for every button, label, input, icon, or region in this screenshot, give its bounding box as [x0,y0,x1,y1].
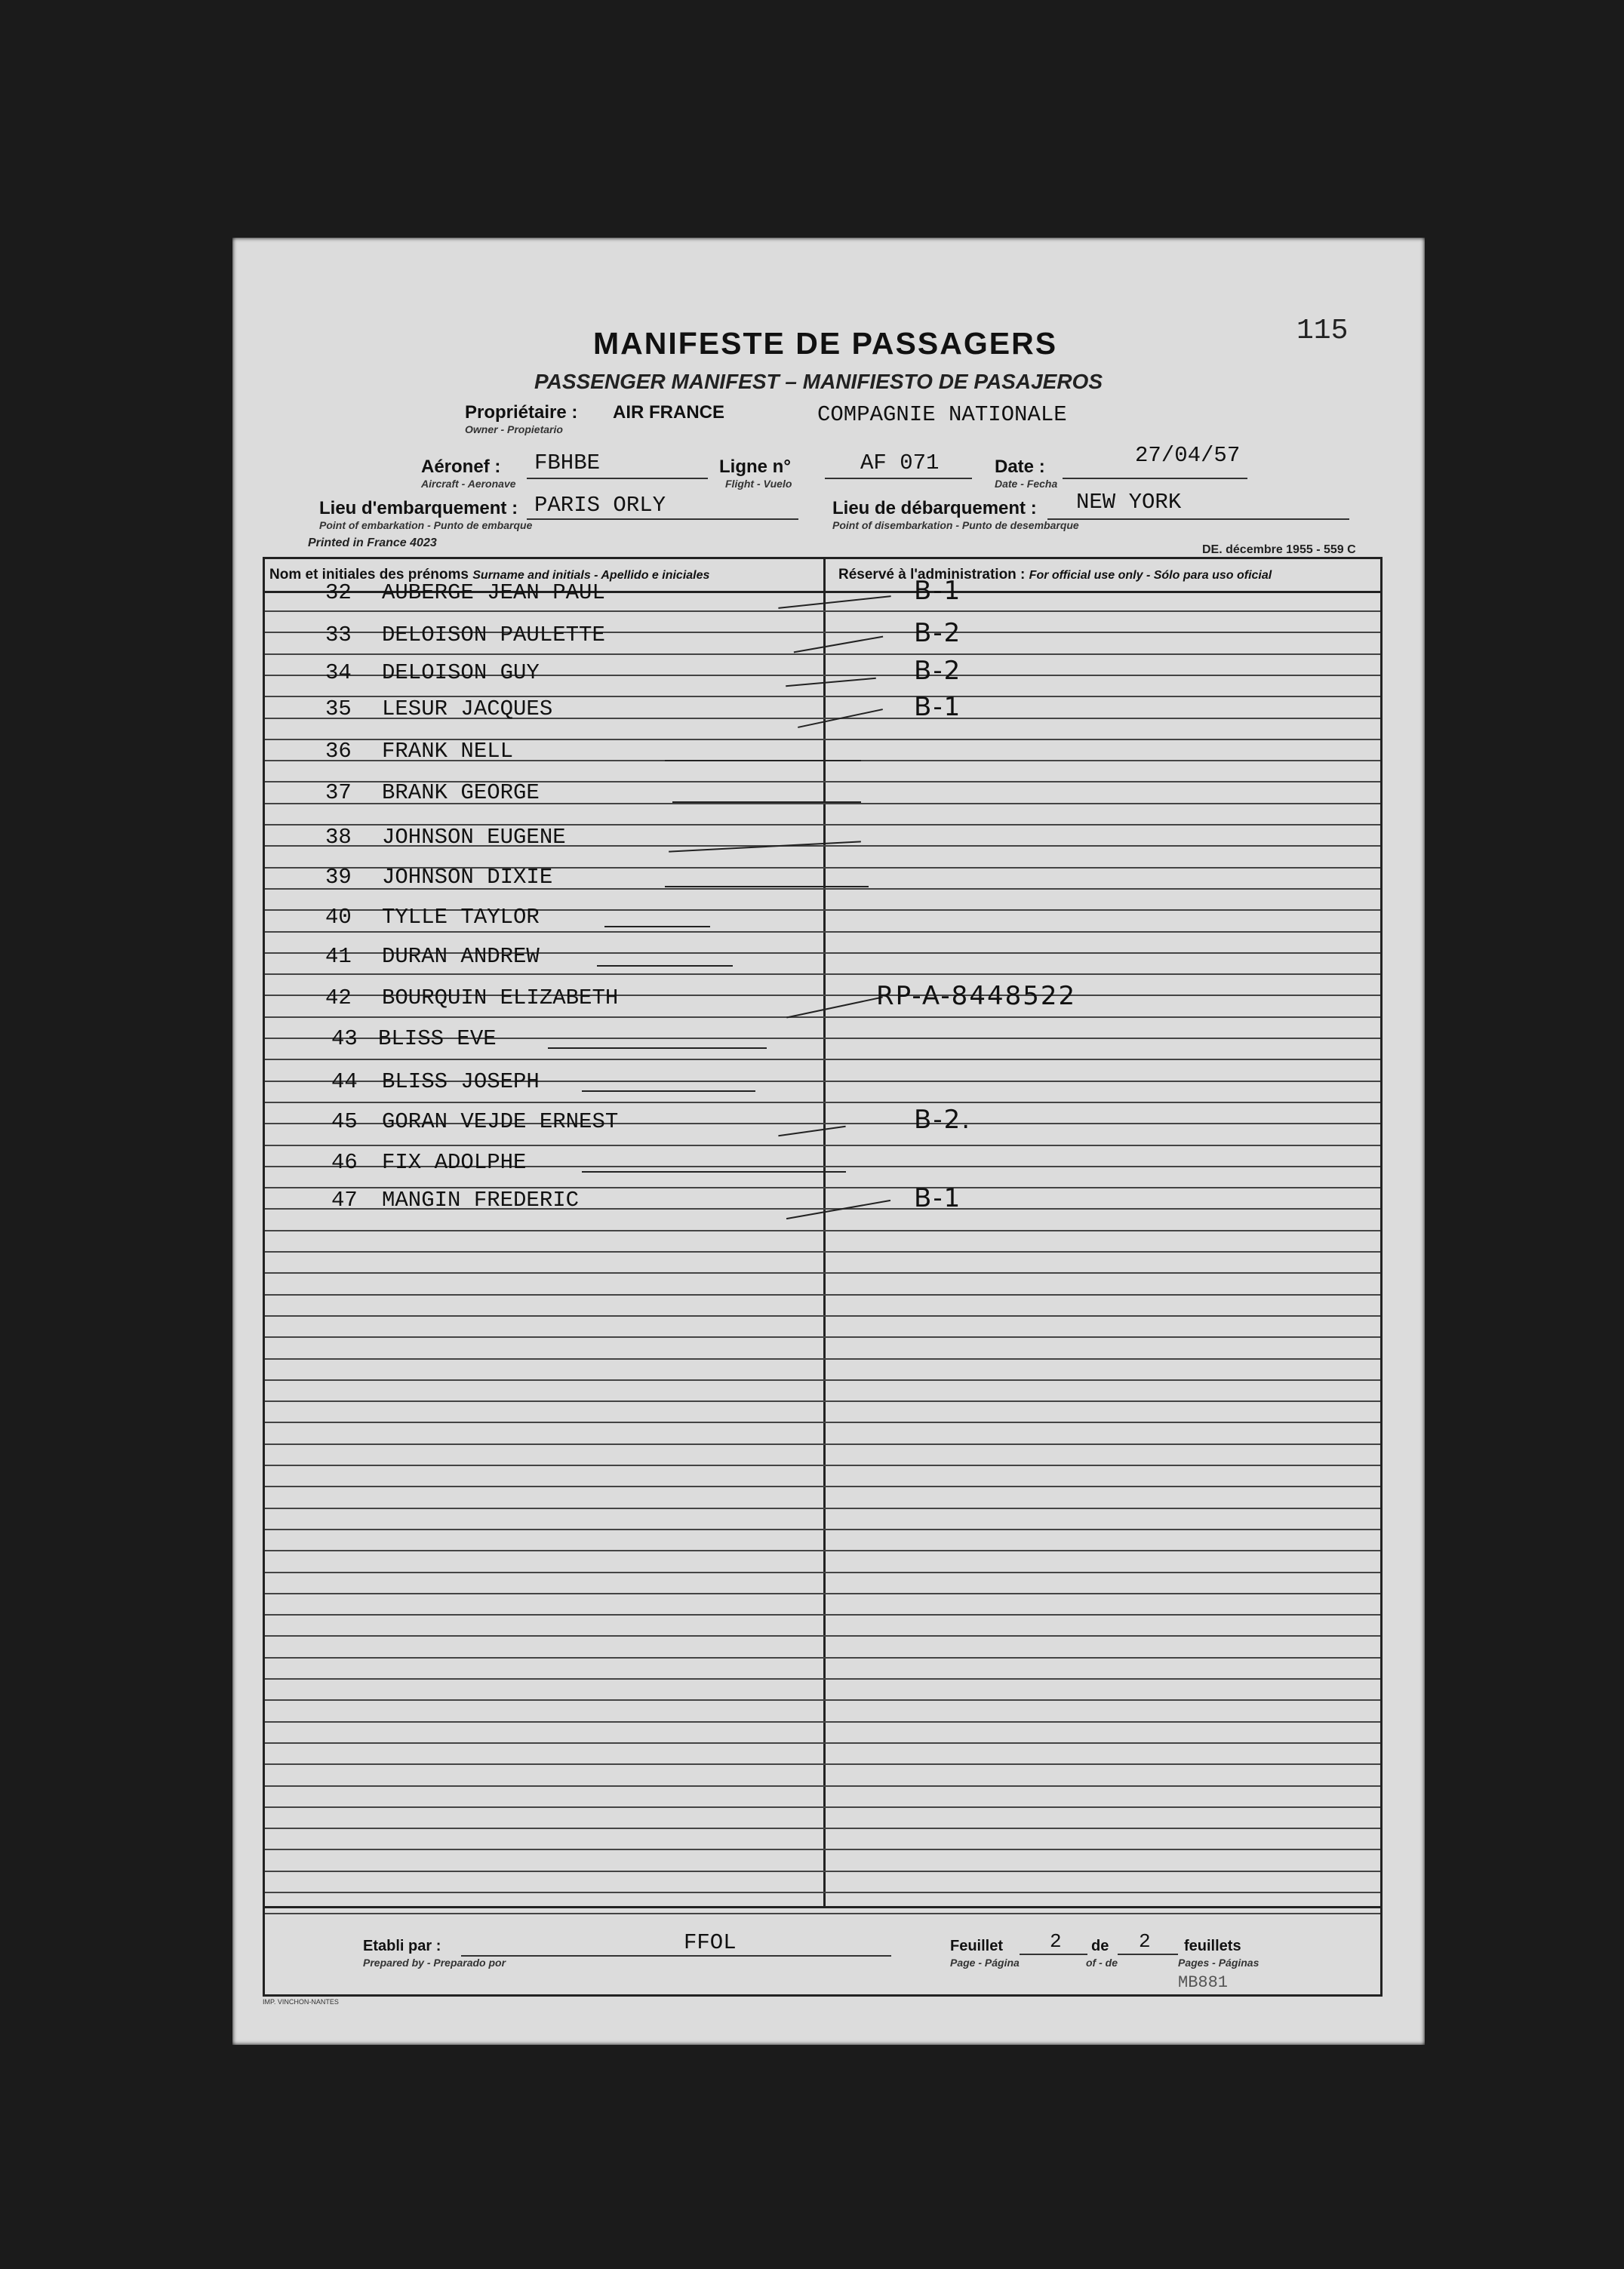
row-rule [265,1443,1380,1445]
row-rule [265,1849,1380,1850]
row-rule [265,1699,1380,1701]
row-rule [265,1550,1380,1551]
check-mark-line [778,595,890,609]
flight-sublabel: Flight - Vuelo [725,478,792,490]
sheets-label: feuillets [1184,1938,1241,1954]
sheet-label: Feuillet [950,1938,1004,1954]
date-value: 27/04/57 [1135,443,1241,468]
admin-note: RP-A-8448522 [876,981,1077,1011]
of-label: de [1091,1938,1109,1954]
check-mark-line [597,965,733,967]
row-number: 40 [325,905,352,930]
date-sublabel: Date - Fecha [995,478,1058,490]
of-sublabel: of - de [1086,1957,1118,1969]
disembark-label: Lieu de débarquement : [832,498,1037,518]
aircraft-value: FBHBE [534,450,601,475]
page-number: 115 [1296,315,1349,347]
admin-note: B-2 [914,656,962,686]
manifest-sheet [232,238,1425,2045]
check-mark-line [778,1126,845,1137]
row-number: 36 [325,739,352,764]
row-rule [265,1635,1380,1637]
row-rule [265,1016,1380,1018]
row-rule [265,1593,1380,1594]
printed-in-france: Printed in France 4023 [308,537,437,549]
passenger-name: BOURQUIN ELIZABETH [382,985,619,1010]
check-mark-line [582,1171,846,1173]
name-column-header: Nom et initiales des prénoms Surname and initials - Apellido e iniciales [269,567,710,583]
check-mark-line [786,997,883,1019]
row-number: 43 [331,1026,358,1051]
row-rule [265,1529,1380,1530]
sheet-sublabel: Page - Página [950,1957,1020,1969]
passenger-name: FRANK NELL [382,739,514,764]
row-rule [265,973,1380,975]
row-number: 44 [331,1069,358,1094]
row-rule [265,1379,1380,1381]
row-rule [265,1272,1380,1274]
check-mark-line [665,886,869,887]
row-number: 46 [331,1150,358,1175]
admin-column-header: Réservé à l'administration : For official use only - Sólo para uso oficial [838,567,1272,583]
row-number: 39 [325,865,352,890]
passenger-name: MANGIN FREDERIC [382,1188,580,1213]
row-number: 34 [325,660,352,685]
form-code: DE. décembre 1955 - 559 C [1202,543,1356,556]
passenger-name: GORAN VEJDE ERNEST [382,1109,619,1134]
aircraft-sublabel: Aircraft - Aeronave [421,478,516,490]
row-rule [265,1806,1380,1808]
disembark-value: NEW YORK [1076,490,1182,515]
admin-note: B-1 [914,692,962,722]
page-title: MANIFESTE DE PASSAGERS [593,326,1058,361]
row-rule [265,1678,1380,1680]
row-number: 35 [325,696,352,721]
date-label: Date : [995,457,1045,477]
admin-note: B-2 [914,618,962,648]
check-mark-line [604,926,710,927]
check-mark-line [665,760,861,761]
row-number: 32 [325,580,352,605]
passenger-name: DELOISON PAULETTE [382,623,605,647]
embark-label: Lieu d'embarquement : [319,498,518,518]
passenger-name: FIX ADOLPHE [382,1150,527,1175]
sheet-underline [1020,1954,1087,1955]
owner-sublabel: Owner - Propietario [465,423,563,435]
sheets-sublabel: Pages - Páginas [1178,1957,1260,1969]
row-rule [265,653,1380,655]
of-value: 2 [1139,1930,1151,1953]
row-number: 38 [325,825,352,850]
prepared-by-sublabel: Prepared by - Preparado por [363,1957,506,1969]
owner-typed-value: COMPAGNIE NATIONALE [817,402,1067,427]
row-rule [265,1828,1380,1829]
owner-label: Propriétaire : [465,402,578,423]
of-underline [1118,1954,1178,1955]
passenger-name: AUBERGE JEAN PAUL [382,580,605,605]
row-rule [265,1763,1380,1765]
embark-sublabel: Point of embarkation - Punto de embarque [319,519,533,531]
embark-underline [527,518,798,520]
passenger-name: BRANK GEORGE [382,780,540,805]
row-rule [265,1102,1380,1103]
prepared-by-underline [461,1955,891,1957]
check-mark-line [582,1090,755,1092]
aircraft-label: Aéronef : [421,457,501,477]
row-number: 42 [325,985,352,1010]
row-rule [265,1892,1380,1893]
admin-note: B-1 [914,576,962,606]
passenger-name: BLISS JOSEPH [382,1069,540,1094]
imprint: IMP. VINCHON-NANTES [263,1998,339,2006]
row-rule [265,1871,1380,1872]
admin-note: B-1 [914,1183,962,1213]
row-rule [265,1358,1380,1360]
passenger-name: JOHNSON DIXIE [382,865,553,890]
prepared-by-label: Etabli par : [363,1938,441,1954]
table-footer [263,1904,1383,1997]
passenger-name: LESUR JACQUES [382,696,553,721]
row-rule [265,1315,1380,1317]
row-rule [265,1145,1380,1146]
row-rule [265,1486,1380,1487]
row-rule [265,1294,1380,1296]
date-underline [1063,478,1247,479]
row-rule [265,1614,1380,1616]
prepared-by-value: FFOL [684,1930,737,1955]
owner-printed-value: AIR FRANCE [613,402,724,423]
row-rule [265,1422,1380,1423]
page-subtitle: PASSENGER MANIFEST – MANIFIESTO DE PASAJEROS [534,370,1103,393]
passenger-name: TYLLE TAYLOR [382,905,540,930]
check-mark-line [672,801,861,803]
row-rule [265,1508,1380,1509]
passenger-name: DURAN ANDREW [382,944,540,969]
row-number: 47 [331,1188,358,1213]
row-rule [265,1721,1380,1723]
row-rule [265,1400,1380,1402]
disembark-underline [1047,518,1349,520]
row-number: 45 [331,1109,358,1134]
row-rule [265,1742,1380,1744]
row-number: 33 [325,623,352,647]
row-rule [265,1572,1380,1573]
row-rule [265,1465,1380,1466]
passenger-table [263,557,1383,1908]
sheet-value: 2 [1050,1930,1062,1953]
row-number: 37 [325,780,352,805]
row-rule [265,1336,1380,1338]
check-mark-line [548,1047,767,1049]
row-rule [265,1251,1380,1253]
flight-value: AF 071 [860,450,940,475]
row-rule [265,610,1380,612]
passenger-name: DELOISON GUY [382,660,540,685]
row-number: 41 [325,944,352,969]
check-mark-line [794,636,884,653]
passenger-name: JOHNSON EUGENE [382,825,566,850]
check-mark-line [786,678,876,687]
aircraft-underline [527,478,708,479]
row-rule [265,1230,1380,1231]
row-rule [265,1785,1380,1787]
embark-value: PARIS ORLY [534,493,666,518]
stamp-code: MB881 [1178,1973,1229,1992]
flight-label: Ligne n° [719,457,791,477]
passenger-name: BLISS EVE [378,1026,497,1051]
flight-underline [825,478,972,479]
row-rule [265,1059,1380,1060]
admin-note: B-2. [914,1105,972,1135]
disembark-sublabel: Point of disembarkation - Punto de desembarque [832,519,1079,531]
row-rule [265,931,1380,933]
row-rule [265,1657,1380,1659]
